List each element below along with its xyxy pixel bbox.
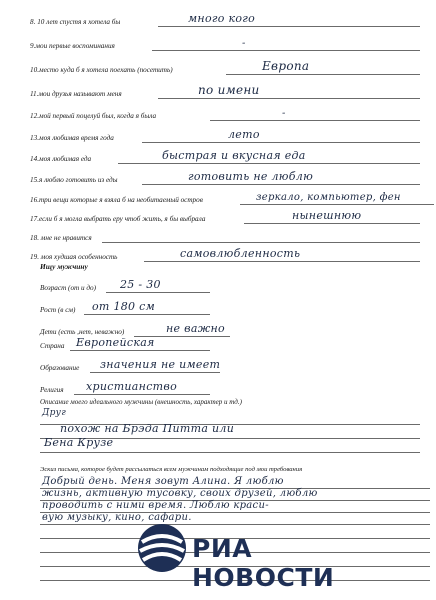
- seeking-label: Возраст (от и до): [40, 284, 97, 292]
- seeking-label: Страна: [40, 342, 65, 350]
- question-label: 16.три вещи которые я взяла б на необитаемый остров: [30, 196, 203, 204]
- handwritten-answer: Европейская: [76, 336, 155, 349]
- seeking-row: [40, 294, 210, 316]
- sketch-line: проводить с ними время. Люблю краси-: [42, 500, 269, 511]
- handwritten-answer: лето: [228, 128, 260, 141]
- question-label: 13.моя любимая время года: [30, 134, 114, 142]
- question-label: 14.моя любимая еда: [30, 155, 92, 163]
- question-label: 17.если б я могла выбрать еру чтоб жить, я бы выбрала: [30, 215, 206, 223]
- question-row: [30, 78, 420, 100]
- handwritten-answer: много кого: [188, 12, 256, 25]
- handwritten-answer: христианство: [86, 380, 178, 393]
- handwritten-answer: от 180 см: [92, 300, 156, 313]
- handwritten-answer: по имени: [198, 83, 260, 97]
- sketch-line: Добрый день. Меня зовут Алина. Я люблю: [42, 476, 284, 487]
- handwritten-answer: значения не имеет: [100, 358, 221, 371]
- handwritten-answer: самовлюбленность: [180, 247, 301, 260]
- ideal-label: Описание моего идеального мужчины (внешность, характер и тд.): [40, 398, 242, 406]
- question-row: [30, 54, 420, 76]
- sketch-label: Эскиз письма, которое будет рассылаться всем мужчинам подходящие под мои требования: [40, 466, 303, 473]
- seeking-label: Дети (есть ,нет, неважно): [40, 328, 125, 336]
- seeking-row: [40, 272, 210, 294]
- question-label: 12.мой первый поцелуй был, когда я была: [30, 112, 157, 120]
- seeking-label: Религия: [40, 386, 64, 394]
- question-label: 11.мои друзья называют меня: [30, 90, 122, 98]
- question-row: [30, 6, 420, 28]
- question-label: 10.место куда б я хотела поехать (посетить): [30, 66, 173, 74]
- handwritten-answer: нынешнюю: [292, 209, 362, 222]
- handwritten-answer: -: [242, 38, 246, 49]
- question-row: [30, 241, 420, 263]
- ideal-line: похож на Брэда Питта или: [60, 422, 235, 435]
- question-row: [30, 122, 420, 144]
- sketch-line: вую музыку, кино, сафари.: [42, 512, 192, 523]
- question-row: [30, 30, 420, 52]
- question-label: 18. мне не нравится: [30, 234, 92, 242]
- handwritten-answer: не важно: [166, 322, 225, 335]
- handwritten-answer: зеркало, компьютер, фен: [256, 192, 401, 203]
- question-label: 15.я люблю готовить из еды: [30, 176, 118, 184]
- question-row: [30, 100, 420, 122]
- question-label: 9.мои первые воспоминания: [30, 42, 115, 50]
- seeking-row: [40, 374, 210, 396]
- watermark-text: РИА НОВОСТИ: [192, 534, 335, 592]
- seeking-row: [40, 352, 220, 374]
- handwritten-answer: Европа: [262, 59, 310, 73]
- ria-globe-icon: [136, 522, 188, 574]
- handwritten-answer: готовить не люблю: [188, 170, 314, 183]
- handwritten-answer: -: [282, 108, 286, 119]
- question-row: [30, 164, 420, 186]
- question-row: [30, 143, 420, 165]
- question-label: 8. 10 лет спустя я хотела бы: [30, 18, 121, 26]
- seeking-label: Образование: [40, 364, 80, 372]
- seeking-label: Рост (в см): [40, 306, 76, 314]
- handwritten-answer: 25 - 30: [120, 278, 161, 291]
- handwritten-answer: быстрая и вкусная еда: [162, 149, 306, 162]
- question-label: 19. моя худшая особенность: [30, 253, 118, 261]
- ideal-line: Друг: [42, 408, 67, 418]
- ria-novosti-watermark: [136, 518, 396, 592]
- seeking-heading: Ищу мужчину: [40, 262, 88, 271]
- ideal-line: Бена Крузе: [44, 436, 114, 449]
- seeking-row: [40, 330, 210, 352]
- sketch-line: жизнь, активную тусовку, своих друзей, люблю: [42, 488, 318, 499]
